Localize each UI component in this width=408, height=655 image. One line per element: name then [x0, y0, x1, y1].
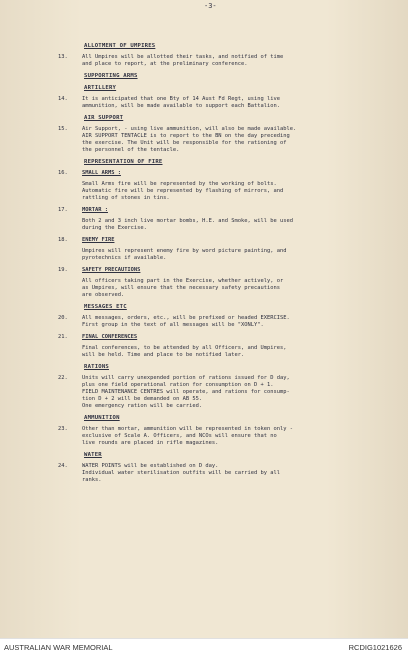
paragraph-number: 14.: [58, 96, 68, 102]
paragraph-text: All officers taking part in the Exercise, whether actively, or as Umpires, will ensure that the necessary safety precautions are observed.: [82, 278, 284, 298]
section-heading: ARTILLERY: [84, 85, 117, 91]
subheading-text: MORTAR :: [82, 207, 108, 213]
paragraph: [58, 54, 398, 68]
numbered-subheading: [58, 207, 398, 214]
paragraph: [58, 375, 398, 410]
numbered-subheading: [58, 170, 398, 177]
paragraph-text: Umpires will represent enemy fire by word picture painting, and pyrotechnics if available.: [82, 248, 287, 261]
paragraph-number: 18.: [58, 237, 68, 243]
paragraph-text: Small Arms fire will be represented by the working of bolts. Automatic fire will be represented by flashing of mirrors, and rattling of stones in tins.: [82, 181, 284, 201]
section-heading: MESSAGES ETC: [84, 304, 127, 310]
paragraph-number: 19.: [58, 267, 68, 273]
paragraph-text: Other than mortar, ammunition will be represented in token only - exclusive of Scale A. Officers, and NCOs will ensure that no live rounds are placed in rifle magazines.: [82, 426, 293, 446]
paragraph-number: 17.: [58, 207, 68, 213]
paragraph: [58, 126, 398, 154]
paragraph-text: Both 2 and 3 inch live mortar bombs, H.E. and Smoke, will be used during the Exercise.: [82, 218, 293, 231]
section-heading: AMMUNITION: [84, 415, 120, 421]
section-heading: REPRESENTATION OF FIRE: [84, 159, 163, 165]
archive-footer: [0, 638, 408, 655]
paragraph-number: 20.: [58, 315, 68, 321]
section-heading: SUPPORTING ARMS: [84, 73, 138, 79]
paragraph-number-spacer: [58, 218, 64, 232]
paragraph-number: 15.: [58, 126, 68, 132]
subheading-text: SMALL ARMS :: [82, 170, 121, 176]
section-heading: AIR SUPPORT: [84, 115, 124, 121]
paragraph: [58, 96, 398, 110]
paragraph: [58, 218, 398, 232]
paragraph-number: 13.: [58, 54, 68, 60]
paragraph: [58, 426, 398, 447]
paragraph: [58, 345, 398, 359]
paragraph-text: Final conferences, to be attended by all Officers, and Umpires, will be held. Time and place to be notified later.: [82, 345, 287, 358]
paragraph-text: WATER POINTS will be established on D day. Individual water sterilisation outfits will be carried by all ranks.: [82, 463, 280, 483]
paragraph: [58, 181, 398, 202]
paragraph-text: All Umpires will be allotted their tasks, and notified of time and place to report, at the preliminary conference.: [82, 54, 284, 67]
document-body: [58, 38, 398, 489]
paragraph-number-spacer: [58, 248, 64, 262]
paragraph: [58, 248, 398, 262]
section-heading: RATIONS: [84, 364, 109, 370]
page-number: -3-: [204, 2, 217, 10]
paragraph-number: 21.: [58, 334, 68, 340]
paragraph-number: 23.: [58, 426, 68, 432]
paragraph-number: 16.: [58, 170, 68, 176]
section-heading: WATER: [84, 452, 102, 458]
paragraph-number: 24.: [58, 463, 68, 469]
paragraph-number-spacer: [58, 181, 64, 202]
paragraph-number-spacer: [58, 345, 64, 359]
paragraph-number: 22.: [58, 375, 68, 381]
subheading-text: FINAL CONFERENCES: [82, 334, 138, 340]
paragraph: [58, 463, 398, 484]
footer-institution: AUSTRALIAN WAR MEMORIAL: [4, 643, 113, 652]
paragraph-number-spacer: [58, 278, 64, 299]
numbered-subheading: [58, 334, 398, 341]
paragraph-text: All messages, orders, etc., will be prefixed or headed EXERCISE. First group in the text of all messages will be "XONLY".: [82, 315, 290, 328]
footer-record-id: RCDIG1021626: [348, 643, 402, 652]
subheading-text: ENEMY FIRE: [82, 237, 115, 243]
paragraph-text: Air Support, - using live ammunition, will also be made available. AIR SUPPORT TENTACLE is to report to the BN on the day preceding the exercise. The Unit will be responsible for the rationing of the personnel of the tentacle.: [82, 126, 297, 153]
paragraph-text: Units will carry unexpended portion of rations issued for D day, plus one field operational ration for consumption on D + 1. FIELD MAINTENANCE CENTRES will operate, and rations for consump- tion D + 2 will be demanded on AB 55. One emergency ration will be carried.: [82, 375, 290, 409]
paragraph: [58, 315, 398, 329]
numbered-subheading: [58, 267, 398, 274]
subheading-text: SAFETY PRECAUTIONS: [82, 267, 141, 273]
paragraph-text: It is anticipated that one Bty of 14 Aust Fd Regt, using live ammunition, will be made available to support each Battalion.: [82, 96, 280, 109]
section-heading: ALLOTMENT OF UMPIRES: [84, 43, 156, 49]
paragraph: [58, 278, 398, 299]
numbered-subheading: [58, 237, 398, 244]
